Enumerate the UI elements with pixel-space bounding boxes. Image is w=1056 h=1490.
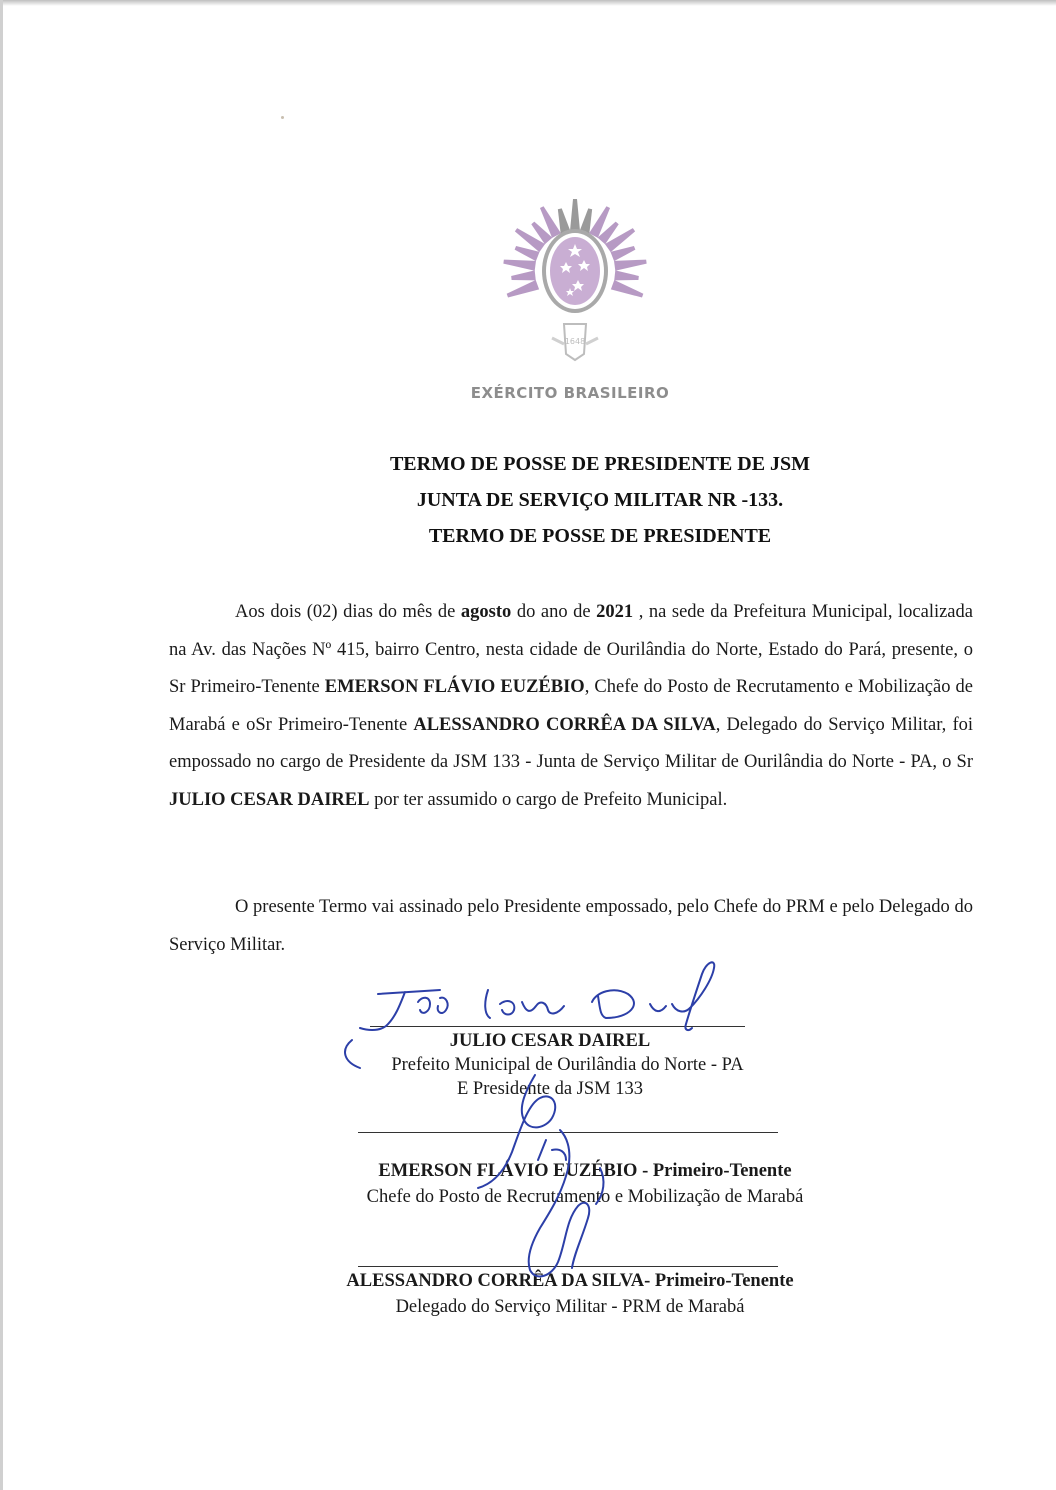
emblem-ray — [611, 280, 643, 298]
p1-month: agosto — [460, 602, 512, 622]
p1-text-b: do ano de — [511, 602, 597, 622]
svg-text:1648: 1648 — [564, 337, 586, 346]
body-paragraph-2: O presente Termo vai assinado pelo Presidente empossado, pelo Chefe do PRM e pelo Delegado do Serviço Militar. — [169, 897, 973, 955]
scan-top-edge — [0, 0, 1056, 6]
p1-name-2: ALESSANDRO CORRÊA DA SILVA — [413, 714, 716, 735]
emblem-ray — [614, 260, 647, 271]
signature-2-role: Chefe do Posto de Recrutamento e Mobilização de Marabá — [366, 1187, 804, 1207]
p1-text-f: por ter assumido o cargo de Prefeito Municipal. — [369, 789, 728, 810]
body-paragraph-1 — [169, 594, 973, 819]
p1-name-3: JULIO CESAR DAIREL — [169, 789, 370, 810]
signature-line-2 — [358, 1132, 778, 1133]
signature-3-role: Delegado do Serviço Militar - PRM de Marabá — [395, 1297, 745, 1317]
signature-line-3 — [358, 1266, 778, 1267]
exercito-brasileiro-emblem-icon — [500, 176, 650, 376]
signature-3-rank: - Primeiro-Tenente — [644, 1271, 794, 1291]
signature-2-name — [280, 1160, 890, 1182]
signature-line-1 — [370, 1026, 745, 1027]
signature-1-name — [300, 1030, 800, 1052]
emblem-ray — [614, 270, 639, 280]
p1-text-d: , Chefe do Posto de Recrutamento e Mobilização de Marabá e oSr Primeiro-Tenente — [169, 677, 974, 735]
emblem-ray — [570, 199, 580, 231]
p1-name-1: EMERSON FLÁVIO EUZÉBIO — [324, 677, 585, 697]
title-line-2: JUNTA DE SERVIÇO MILITAR NR -133. — [416, 489, 784, 511]
army-label: EXÉRCITO BRASILEIRO — [470, 384, 670, 402]
emblem-ray — [558, 208, 571, 233]
signature-3-name — [250, 1270, 890, 1292]
emblem-ray — [511, 270, 536, 280]
emblem-ray — [507, 280, 539, 298]
signature-1-role-2: E Presidente da JSM 133 — [456, 1079, 643, 1099]
title-line-1: TERMO DE POSSE DE PRESIDENTE DE JSM — [389, 453, 811, 475]
p1-text-a: Aos dois (02) dias do mês de — [235, 602, 461, 622]
emblem-ray — [580, 208, 593, 233]
signature-2-name-text: EMERSON FLÁVIO EUZÉBIO — [378, 1161, 638, 1181]
signature-1-role-1: Prefeito Municipal de Ourilândia do Norte - PA — [391, 1055, 744, 1075]
p1-year: 2021 — [596, 602, 634, 622]
signature-3-name-text: ALESSANDRO CORRÊA DA SILVA — [346, 1271, 645, 1291]
title-line-3: TERMO DE POSSE DE PRESIDENTE — [428, 525, 772, 547]
scan-speck — [281, 116, 284, 119]
p1-text-e: , Delegado do Serviço Militar, foi empossado no cargo de Presidente da JSM 133 - Junta de Serviço Militar de Ourilândia do Norte - PA, o Sr — [169, 714, 973, 772]
p1-text-c: , na sede da Prefeitura Municipal, localizada na Av. das Nações Nº 415, bairro Centro, nesta cidade de Ourilândia do Norte, Estado do Pará, presente, o Sr Primeiro-Tenente — [169, 602, 973, 697]
emblem-ray — [503, 260, 536, 271]
signature-2-rank: - Primeiro-Tenente — [637, 1161, 792, 1181]
signature-1-name-text: JULIO CESAR DAIREL — [449, 1031, 651, 1051]
scan-left-edge — [0, 0, 3, 1490]
